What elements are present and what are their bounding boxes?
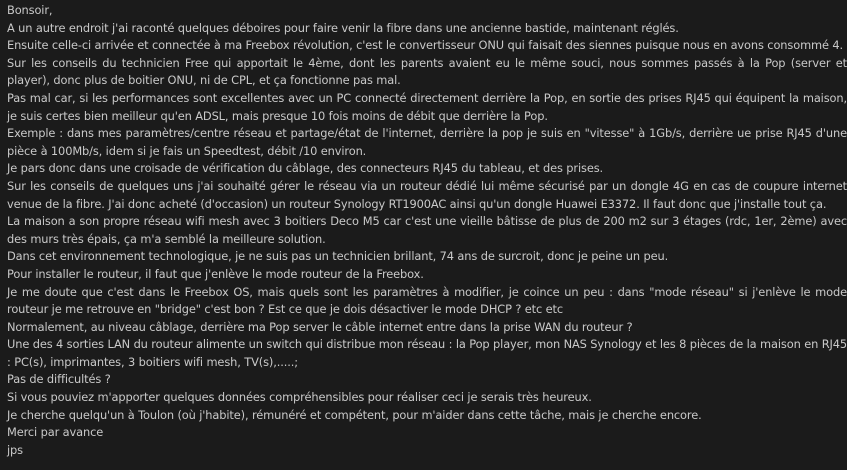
post-paragraph-15: Si vous pouviez m'apporter quelques données compréhensibles pour réaliser ceci je serais très heureux. [7,390,592,405]
post-paragraph-8: La maison a son propre réseau wifi mesh avec 3 boitiers Deco M5 car c'est une vieille bâtisse de plus de 200 m2 sur 3 étages (rdc, 1er, 2ème) avec des murs très épais, ça m'a semblé la meilleure solution. [7,214,847,246]
post-paragraph-12: Normalement, au niveau câblage, derrière ma Pop server le câble internet entre dans la prise WAN du routeur ? [7,319,633,334]
post-paragraph-6: Je pars donc dans une croisade de vérification du câblage, des connecteurs RJ45 du tableau, et des prises. [7,161,604,176]
post-paragraph-14: Pas de difficultés ? [7,372,111,387]
post-paragraph-3: Sur les conseils du technicien Free qui apportait le 4ème, dont les parents avaient eu le même souci, nous sommes passés à la Pop (server et player), donc plus de boitier ONU, ni de CPL, et ça fonctionne pas mal. [7,55,847,88]
post-paragraph-17: Merci par avance [7,425,104,440]
post-paragraph-11: Je me doute que c'est dans le Freebox OS, mais quels sont les paramètres à modifier, je coince un peu : dans "mode réseau" si j'enlève le mode routeur je me retrouve en "bridge" c'est bon ? Est ce que je dois désactiver le mode DHCP ? etc etc [7,284,847,317]
post-paragraph-9: Dans cet environnement technologique, je ne suis pas un technicien brillant, 74 ans de surcroit, donc je peine un peu. [7,249,669,264]
post-paragraph-13: Une des 4 sorties LAN du routeur alimente un switch qui distribue mon réseau : la Pop player, mon NAS Synology et les 8 pièces de la maison en RJ45 : PC(s), imprimantes, 3 boitiers wifi mesh, TV(s),.....; [7,337,847,369]
post-signature: jps [7,442,23,457]
post-paragraph-5: Exemple : dans mes paramètres/centre réseau et partage/état de l'internet, derrière la pop je suis en "vitesse" à 1Gb/s, derrière ue prise RJ45 d'une pièce à 100Mb/s, idem si je fais un Speedtest, débit /10 environ. [7,126,847,158]
post-paragraph-7: Sur les conseils de quelques uns j'ai souhaité gérer le réseau via un routeur dédié lui même sécurisé par un dongle 4G en cas de coupure internet venue de la fibre. J'ai donc acheté (d'occasion) un routeur Synology RT1900AC ainsi qu'un dongle Huawei E3372. Il faut donc que j'installe tout ça. [7,178,847,211]
post-paragraph-10: Pour installer le routeur, il faut que j'enlève le mode routeur de la Freebox. [7,266,424,281]
post-paragraph-4: Pas mal car, si les performances sont excellentes avec un PC connecté directement derrière la Pop, en sortie des prises RJ45 qui équipent la maison, je suis certes bien meilleur qu'en ADSL, mais presque 10 fois moins de débit que derrière la Pop. [7,90,847,123]
post-greeting: Bonsoir, [7,3,53,17]
post-paragraph-2: Ensuite celle-ci arrivée et connectée à ma Freebox révolution, c'est le convertisseur ONU qui faisait des siennes puisque nous en avons consommé 4. [7,38,844,53]
post-paragraph-16: Je cherche quelqu'un à Toulon (où j'habite), rémunéré et compétent, pour m'aider dans cette tâche, mais je cherche encore. [7,407,702,422]
post-paragraph-1: A un autre endroit j'ai raconté quelques déboires pour faire venir la fibre dans une ancienne bastide, maintenant réglés. [7,20,679,35]
